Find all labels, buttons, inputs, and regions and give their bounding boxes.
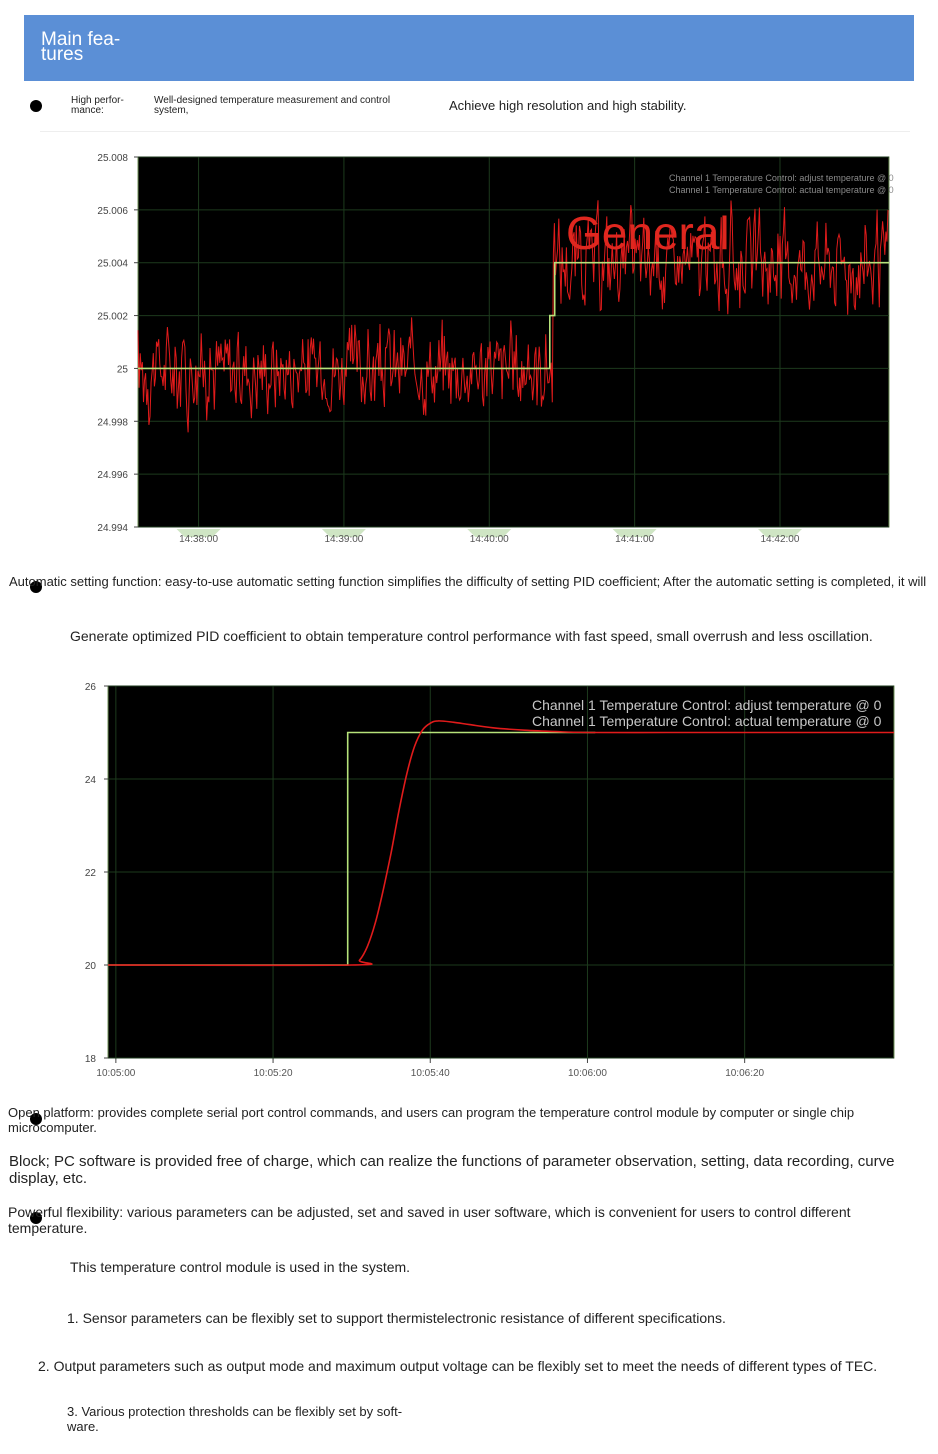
x-tick-label: 14:39:00 [324,534,364,545]
y-tick-label: 24.996 [97,470,128,482]
chart-step-response-svg [0,675,938,1085]
y-tick-label: 18 [84,1054,96,1065]
page-title: Main fea- tures [41,29,121,65]
paragraph-module-used: This temperature control module is used in the system. [70,1259,411,1275]
x-tick-label: 14:38:00 [179,534,219,545]
paragraph-auto-setting: Automatic setting function: easy-to-use automatic setting function simplifies the difficulty of setting PID coefficient; After the automatic setting is completed, it will [9,574,927,589]
x-tick-label: 10:06:20 [725,1068,765,1079]
chart-step-response [0,675,938,1085]
y-tick-label: 25.006 [97,205,128,217]
list-item-1: 1. Sensor parameters can be flexibly set to support thermistelectronic resistance of different specifications. [67,1310,726,1326]
legend-entry: Channel 1 Temperature Control: adjust temperature @ 0 [532,697,882,713]
x-tick-label: 14:42:00 [760,534,800,545]
chart-stability-svg [0,145,938,550]
x-tick-label: 10:05:40 [410,1068,450,1079]
x-tick-label: 10:06:00 [567,1068,607,1079]
y-tick-label: 24.998 [97,417,128,429]
overlay-text: General [566,207,730,259]
y-tick-label: 25 [116,364,128,376]
y-tick-label: 24.994 [97,523,128,534]
x-tick-label: 14:40:00 [469,534,509,545]
y-tick-label: 22 [84,868,96,879]
x-tick-label: 10:05:00 [96,1068,136,1079]
header-banner [24,15,914,81]
list-item-2: 2. Output parameters such as output mode and maximum output voltage can be flexibly set to meet the needs of different types of TEC. [38,1358,878,1374]
feature-description: Well-designed temperature measurement and control system, [154,95,391,116]
legend-entry: Channel 1 Temperature Control: adjust temperature @ 0 [669,173,894,183]
legend-entry: Channel 1 Temperature Control: actual temperature @ 0 [532,713,882,729]
list-item-3: 3. Various protection thresholds can be flexibly set by soft- ware. [67,1404,403,1434]
feature-label: High perfor- mance: [71,95,124,116]
chart-stability [0,145,938,550]
divider [40,131,910,132]
paragraph-flexibility: Powerful flexibility: various parameters can be adjusted, set and saved in user software, which is convenient for users to control different temperature. [8,1204,851,1236]
plot-area [138,157,889,527]
paragraph-auto-setting-2: Generate optimized PID coefficient to obtain temperature control performance with fast speed, small overrush and less oscillation. [70,628,873,644]
legend-entry: Channel 1 Temperature Control: actual temperature @ 0 [669,185,894,195]
x-tick-label: 10:05:20 [253,1068,293,1079]
y-tick-label: 24 [84,775,96,786]
y-tick-label: 25.008 [97,153,128,164]
y-tick-label: 20 [84,961,96,972]
paragraph-block-pc: Block; PC software is provided free of charge, which can realize the functions of parameter observation, setting, data recording, curve display, etc. [9,1153,895,1187]
x-tick-label: 14:41:00 [615,534,655,545]
paragraph-open-platform: Open platform: provides complete serial port control commands, and users can program the temperature control module by computer or single chip microcomputer. [8,1105,855,1135]
y-tick-label: 26 [84,682,96,693]
bullet-icon [30,100,42,112]
feature-summary: Achieve high resolution and high stability. [449,98,687,113]
y-tick-label: 25.002 [97,311,128,323]
y-tick-label: 25.004 [97,258,128,270]
